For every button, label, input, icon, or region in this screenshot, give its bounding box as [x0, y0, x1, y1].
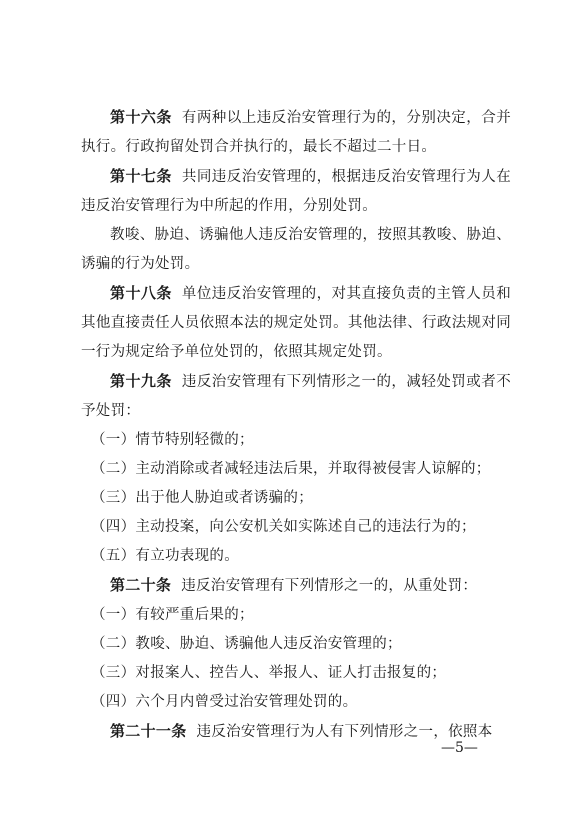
- article-heading: 第十九条: [110, 372, 172, 390]
- article-text: 共同违反治安管理的，根据违反治安管理行为人在违反治安管理行为中所起的作用，分别处罚。: [81, 169, 511, 214]
- page-number: —5—: [441, 740, 478, 756]
- article-text: 单位违反治安管理的，对其直接负责的主管人员和其他直接责任人员依照本法的规定处罚。其他法律、行政法规对同一行为规定给予单位处罚的，依照其规定处罚。: [81, 286, 511, 360]
- article-text: 有两种以上违反治安管理行为的，分别决定，合并执行。行政拘留处罚合并执行的，最长不超过二十日。: [81, 110, 511, 155]
- list-item: （四）主动投案，向公安机关如实陈述自己的违法行为的；: [91, 519, 476, 535]
- list-item: （一）情节特别轻微的；: [91, 432, 254, 448]
- article-19: [81, 367, 511, 426]
- article-20: [81, 571, 511, 601]
- list-item: （四）六个月内曾受过治安管理处罚的。: [91, 694, 358, 710]
- list-item: （一）有较严重后果的；: [91, 607, 254, 623]
- article-heading: 第二十一条: [110, 722, 187, 740]
- article-heading: 第十八条: [110, 284, 172, 302]
- article-17: [81, 162, 511, 221]
- article-text: 违反治安管理行为人有下列情形之一，依照本: [196, 724, 493, 740]
- paragraph-text: 教唆、胁迫、诱骗他人违反治安管理的，按照其教唆、胁迫、诱骗的行为处罚。: [81, 227, 511, 272]
- article-heading: 第二十条: [110, 576, 172, 594]
- article-text: 违反治安管理有下列情形之一的，从重处罚：: [181, 578, 478, 594]
- article-text: 违反治安管理有下列情形之一的，减轻处罚或者不予处罚：: [81, 374, 511, 419]
- list-item: （二）主动消除或者减轻违法后果，并取得被侵害人谅解的；: [91, 461, 491, 477]
- article-16: [81, 103, 511, 162]
- list-item: （五）有立功表现的。: [91, 548, 239, 564]
- article-18: [81, 279, 511, 367]
- article-heading: 第十六条: [110, 108, 172, 126]
- article-heading: 第十七条: [110, 167, 172, 185]
- list-item: （三）对报案人、控告人、举报人、证人打击报复的；: [91, 665, 447, 681]
- article-17-paragraph-2: [81, 221, 511, 279]
- document-body: [81, 103, 511, 747]
- list-item: （三）出于他人胁迫或者诱骗的；: [91, 490, 313, 506]
- list-item: （二）教唆、胁迫、诱骗他人违反治安管理的；: [91, 636, 402, 652]
